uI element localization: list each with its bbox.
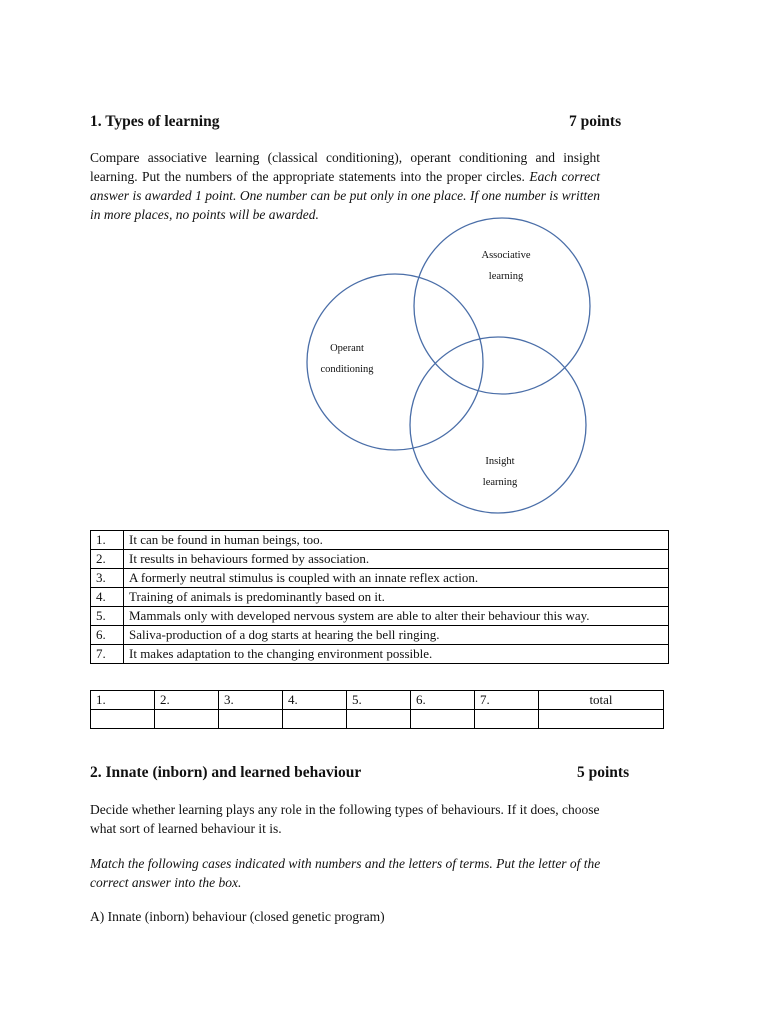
statement-text: It can be found in human beings, too. xyxy=(124,531,669,550)
section-1-title: 1. Types of learning xyxy=(90,113,220,130)
statement-number: 6. xyxy=(91,626,124,645)
answer-box-3[interactable] xyxy=(219,710,283,729)
answer-box-1[interactable] xyxy=(91,710,155,729)
answer-header-1: 1. xyxy=(91,691,155,710)
table-row xyxy=(91,569,669,588)
statement-number: 1. xyxy=(91,531,124,550)
statement-number: 5. xyxy=(91,607,124,626)
answer-header-6: 6. xyxy=(411,691,475,710)
insight-label-line2: learning xyxy=(482,477,518,488)
statements-table xyxy=(90,530,669,664)
statement-text: A formerly neutral stimulus is coupled with an innate reflex action. xyxy=(124,569,669,588)
table-row xyxy=(91,531,669,550)
answer-box-2[interactable] xyxy=(155,710,219,729)
instructions-plain: Compare associative learning (classical conditioning), operant conditioning and insight learning. Put the numbers of the appropriate statements into the proper circles. xyxy=(90,150,600,184)
table-row xyxy=(91,626,669,645)
section-2-title: 2. Innate (inborn) and learned behaviour xyxy=(90,764,362,781)
statement-text: Saliva-production of a dog starts at hearing the bell ringing. xyxy=(124,626,669,645)
answer-box-7[interactable] xyxy=(475,710,539,729)
statement-number: 3. xyxy=(91,569,124,588)
answer-header-row xyxy=(91,691,664,710)
insight-label-line1: Insight xyxy=(485,456,515,467)
answer-input-row xyxy=(91,710,664,729)
answer-header-4: 4. xyxy=(283,691,347,710)
table-row xyxy=(91,588,669,607)
statement-number: 2. xyxy=(91,550,124,569)
insight-label xyxy=(460,451,540,493)
table-row xyxy=(91,550,669,569)
operant-label xyxy=(307,338,387,380)
answer-box-4[interactable] xyxy=(283,710,347,729)
answer-box-total[interactable] xyxy=(539,710,664,729)
table-row xyxy=(91,607,669,626)
table-row xyxy=(91,645,669,664)
statement-text: Mammals only with developed nervous system are able to alter their behaviour this way. xyxy=(124,607,669,626)
answer-header-7: 7. xyxy=(475,691,539,710)
section-2-italic-text: Match the following cases indicated with numbers and the letters of terms. Put the letter of the correct answer into the box. xyxy=(90,856,601,890)
answer-header-5: 5. xyxy=(347,691,411,710)
section-2-italic-paragraph xyxy=(90,854,610,892)
answer-box-5[interactable] xyxy=(347,710,411,729)
statement-number: 7. xyxy=(91,645,124,664)
statement-number: 4. xyxy=(91,588,124,607)
option-a: A) Innate (inborn) behaviour (closed genetic program) xyxy=(90,909,385,924)
section-2-paragraph: Decide whether learning plays any role in the following types of behaviours. If it does, choose what sort of learned behaviour it is. xyxy=(90,802,600,836)
answer-table xyxy=(90,690,664,729)
section-2-points: 5 points xyxy=(577,764,630,781)
associative-label xyxy=(466,245,546,287)
instructions-italic: Each correct answer is awarded 1 point. One number can be put only in one place. If one number is written in more places, no points will be awarded. xyxy=(90,169,600,222)
statement-text: Training of animals is predominantly based on it. xyxy=(124,588,669,607)
answer-header-total: total xyxy=(539,691,664,710)
answer-header-3: 3. xyxy=(219,691,283,710)
operant-label-line1: Operant xyxy=(330,343,364,354)
section-1-points: 7 points xyxy=(569,113,622,130)
statement-text: It results in behaviours formed by association. xyxy=(124,550,669,569)
associative-label-line2: learning xyxy=(488,271,524,282)
associative-label-line1: Associative xyxy=(481,250,531,261)
statement-text: It makes adaptation to the changing environment possible. xyxy=(124,645,669,664)
answer-header-2: 2. xyxy=(155,691,219,710)
answer-box-6[interactable] xyxy=(411,710,475,729)
operant-label-line2: conditioning xyxy=(320,364,374,375)
